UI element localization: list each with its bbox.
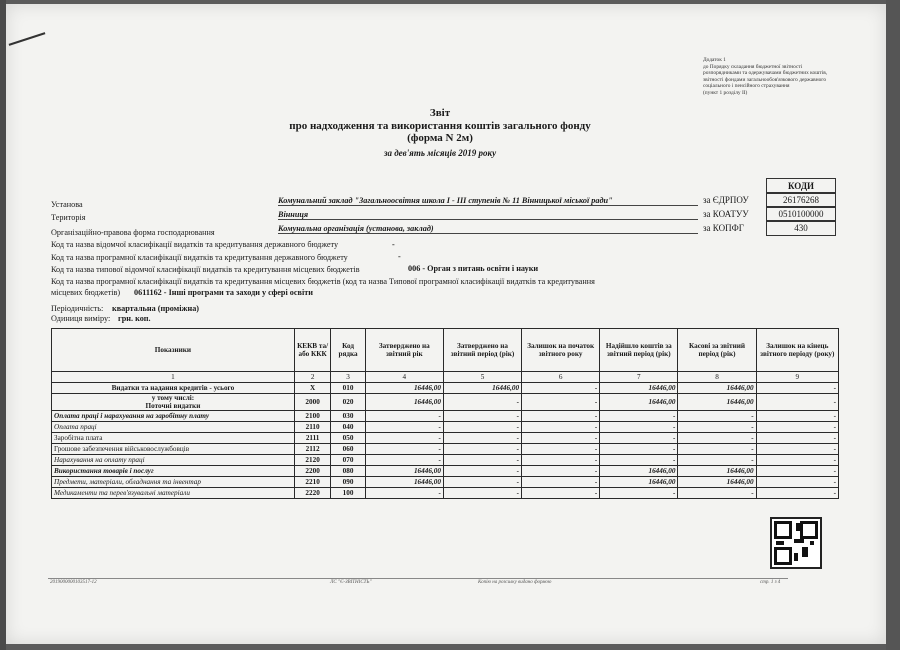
footer-page: стр. 1 з 4 [760,580,781,585]
report-table [51,328,839,499]
row-approved-year: - [365,488,443,499]
col-number: 9 [756,372,838,383]
periodicity-value: квартальна (проміжна) [112,304,200,313]
row-received: 16446,00 [600,383,678,394]
table-row [52,394,839,411]
row-balance-start: - [522,433,600,444]
row-balance-start: - [522,488,600,499]
row-approved-year: - [365,455,443,466]
row-code: 050 [331,433,365,444]
row-cash: - [678,444,756,455]
row-balance-start: - [522,383,600,394]
row-balance-start: - [522,422,600,433]
table-row [52,466,839,477]
row-approved-period: - [443,455,521,466]
row-balance-start: - [522,444,600,455]
table-row [52,488,839,499]
periodicity-label: Періодичність: [51,304,104,313]
row-kekv: 2200 [294,466,330,477]
row-indicator-name: Видатки та надання кредитів - усього [52,383,295,394]
dept-code-value: - [392,240,395,249]
report-period: за дев'ять місяців 2019 року [383,148,497,158]
table-header-row [52,329,839,372]
row-balance-start: - [522,466,600,477]
row-approved-year: - [365,422,443,433]
row-cash: - [678,488,756,499]
local-prog-label-2: місцевих бюджетів) [51,288,121,297]
typical-code-label: Код та назва типової відомчої класифікації видатків та кредитування місцевих бюджетів [51,265,360,274]
row-balance-end: - [756,383,838,394]
row-received: - [600,488,678,499]
row-balance-end: - [756,444,838,455]
row-kekv: 2111 [294,433,330,444]
row-code: 090 [331,477,365,488]
row-approved-year: - [365,411,443,422]
column-number-row [52,372,839,383]
row-kekv: 2110 [294,422,330,433]
row-balance-end: - [756,455,838,466]
qr-finder [774,547,792,565]
qr-code [770,517,822,569]
row-code: 100 [331,488,365,499]
kopfg-code: 430 [766,220,836,236]
title-line1: Звіт [429,107,451,119]
row-cash: 16446,00 [678,383,756,394]
row-balance-end: - [756,422,838,433]
col-header-kekv: КЕКВ та/або ККК [294,329,330,372]
report-title [270,107,610,158]
table-row [52,411,839,422]
unit-value: грн. коп. [118,314,151,323]
table-row [52,383,839,394]
row-balance-end: - [756,466,838,477]
unit-label: Одиниця виміру: [51,314,111,323]
row-approved-year: 16446,00 [365,394,443,411]
row-code: 020 [331,394,365,411]
row-approved-year: 16446,00 [365,466,443,477]
row-approved-year: 16446,00 [365,383,443,394]
row-received: 16446,00 [600,394,678,411]
dept-code-label: Код та назва відомчої класифікації видатків та кредитування державного бюджету [51,240,339,249]
row-received: - [600,411,678,422]
row-indicator-name: Грошове забезпечення військовослужбовців [52,444,295,455]
row-approved-period: - [443,444,521,455]
row-approved-period: - [443,433,521,444]
legal-form-value: Комунальна організація (установа, заклад) [278,224,698,234]
row-balance-start: - [522,411,600,422]
col-number: 8 [678,372,756,383]
document-sheet [6,4,886,644]
edrpou-code: 26176268 [766,192,836,208]
col-header-indicators: Показники [52,329,295,372]
table-row [52,444,839,455]
row-code: 040 [331,422,365,433]
row-balance-end: - [756,411,838,422]
row-kekv: 2120 [294,455,330,466]
kopfg-label: за КОПФГ [703,223,744,233]
qr-module [810,541,814,545]
row-approved-period: - [443,394,521,411]
row-balance-start: - [522,455,600,466]
qr-module [794,553,798,561]
row-approved-period: - [443,477,521,488]
row-balance-start: - [522,477,600,488]
title-line2: про надходження та використання коштів загального фонду [289,120,591,132]
legal-form-label: Організаційно-правова форма господарювання [51,228,215,237]
scan-edge-right [886,0,900,650]
edrpou-label: за ЄДРПОУ [703,195,749,205]
col-number: 2 [294,372,330,383]
row-approved-year: - [365,433,443,444]
table-row [52,477,839,488]
footer-divider [48,578,788,579]
qr-module [802,547,808,557]
row-indicator-name: у тому числі: Поточні видатки [52,394,295,411]
row-indicator-name: Предмети, матеріали, обладнання та інвентар [52,477,295,488]
row-indicator-name: Заробітна плата [52,433,295,444]
qr-finder [774,521,792,539]
codes-header: КОДИ [766,178,836,194]
row-cash: 16446,00 [678,466,756,477]
row-kekv: 2000 [294,394,330,411]
row-indicator-name: Медикаменти та перев'язувальні матеріали [52,488,295,499]
qr-finder [800,521,818,539]
row-code: 080 [331,466,365,477]
col-header-received: Надійшло коштів за звітний період (рік) [600,329,678,372]
row-cash: - [678,433,756,444]
footer-software: ЛС "Є-ЗВІТНІСТЬ" [330,580,372,585]
prog-code-label: Код та назва програмної класифікації видатків та кредитування державного бюджету [51,253,348,262]
col-number: 7 [600,372,678,383]
col-header-approved-year: Затверджено на звітний рік [365,329,443,372]
table-row [52,433,839,444]
row-kekv: 2112 [294,444,330,455]
row-received: - [600,422,678,433]
local-prog-value: 0611162 - Інші програми та заходи у сфері освіти [134,288,313,297]
annex-note: Додаток 1 до Порядку складання бюджетної звітності розпорядниками та одержувачами бюджетних коштів, звітності фондами загальнообов'язкового державного соціального і пенсійного страхування (пункт 1 розділу II) [703,57,828,96]
koatuu-code: 0510100000 [766,206,836,222]
col-header-cash: Касові за звітний період (рік) [678,329,756,372]
title-line3: (форма N 2м) [407,132,473,144]
row-code: 060 [331,444,365,455]
qr-module [776,541,784,545]
institution-value: Комунальний заклад "Загальноосвітня школа I - III ступенів № 11 Вінницької міської ради" [278,196,698,206]
row-received: - [600,444,678,455]
row-received: 16446,00 [600,466,678,477]
row-cash: 16446,00 [678,477,756,488]
footer-note: Копію на розсилку видано формою [478,580,552,585]
col-header-row-code: Код рядка [331,329,365,372]
table-row [52,455,839,466]
row-code: 070 [331,455,365,466]
row-kekv: X [294,383,330,394]
row-balance-end: - [756,394,838,411]
row-cash: - [678,411,756,422]
prog-code-value: - [398,252,401,261]
row-code: 030 [331,411,365,422]
row-received: - [600,455,678,466]
row-code: 010 [331,383,365,394]
row-balance-end: - [756,433,838,444]
col-header-approved-period: Затверджено на звітний період (рік) [443,329,521,372]
table-row [52,422,839,433]
row-approved-year: 16446,00 [365,477,443,488]
territory-label: Територія [51,213,86,222]
institution-label: Установа [51,200,83,209]
row-kekv: 2220 [294,488,330,499]
row-cash: - [678,422,756,433]
col-header-balance-end: Залишок на кінець звітного періоду (року) [756,329,838,372]
row-approved-period: - [443,488,521,499]
row-received: - [600,433,678,444]
row-indicator-name: Нарахування на оплату праці [52,455,295,466]
qr-module [796,523,800,531]
typical-code-value: 006 - Орган з питань освіти і науки [408,264,539,273]
row-indicator-name: Оплата праці і нарахування на заробітну плату [52,411,295,422]
col-number: 6 [522,372,600,383]
col-number: 1 [52,372,295,383]
row-approved-period: 16446,00 [443,383,521,394]
row-indicator-name: Оплата праці [52,422,295,433]
row-cash: 16446,00 [678,394,756,411]
col-header-balance-start: Залишок на початок звітного року [522,329,600,372]
row-received: 16446,00 [600,477,678,488]
row-approved-year: - [365,444,443,455]
col-number: 3 [331,372,365,383]
row-kekv: 2100 [294,411,330,422]
col-number: 4 [365,372,443,383]
local-prog-label: Код та назва програмної класифікації видатків та кредитування місцевих бюджетів (код та назва Типової програмної класифікації видатків та кредитування [51,277,595,286]
footer-doc-id: 2019000000103517-12 [50,580,97,585]
row-balance-end: - [756,488,838,499]
row-balance-start: - [522,394,600,411]
row-kekv: 2210 [294,477,330,488]
territory-value: Вінниця [278,210,698,220]
row-balance-end: - [756,477,838,488]
row-approved-period: - [443,466,521,477]
row-cash: - [678,455,756,466]
row-indicator-name: Використання товарів і послуг [52,466,295,477]
koatuu-label: за КОАТУУ [703,209,749,219]
row-approved-period: - [443,422,521,433]
col-number: 5 [443,372,521,383]
row-approved-period: - [443,411,521,422]
qr-module [794,539,804,543]
